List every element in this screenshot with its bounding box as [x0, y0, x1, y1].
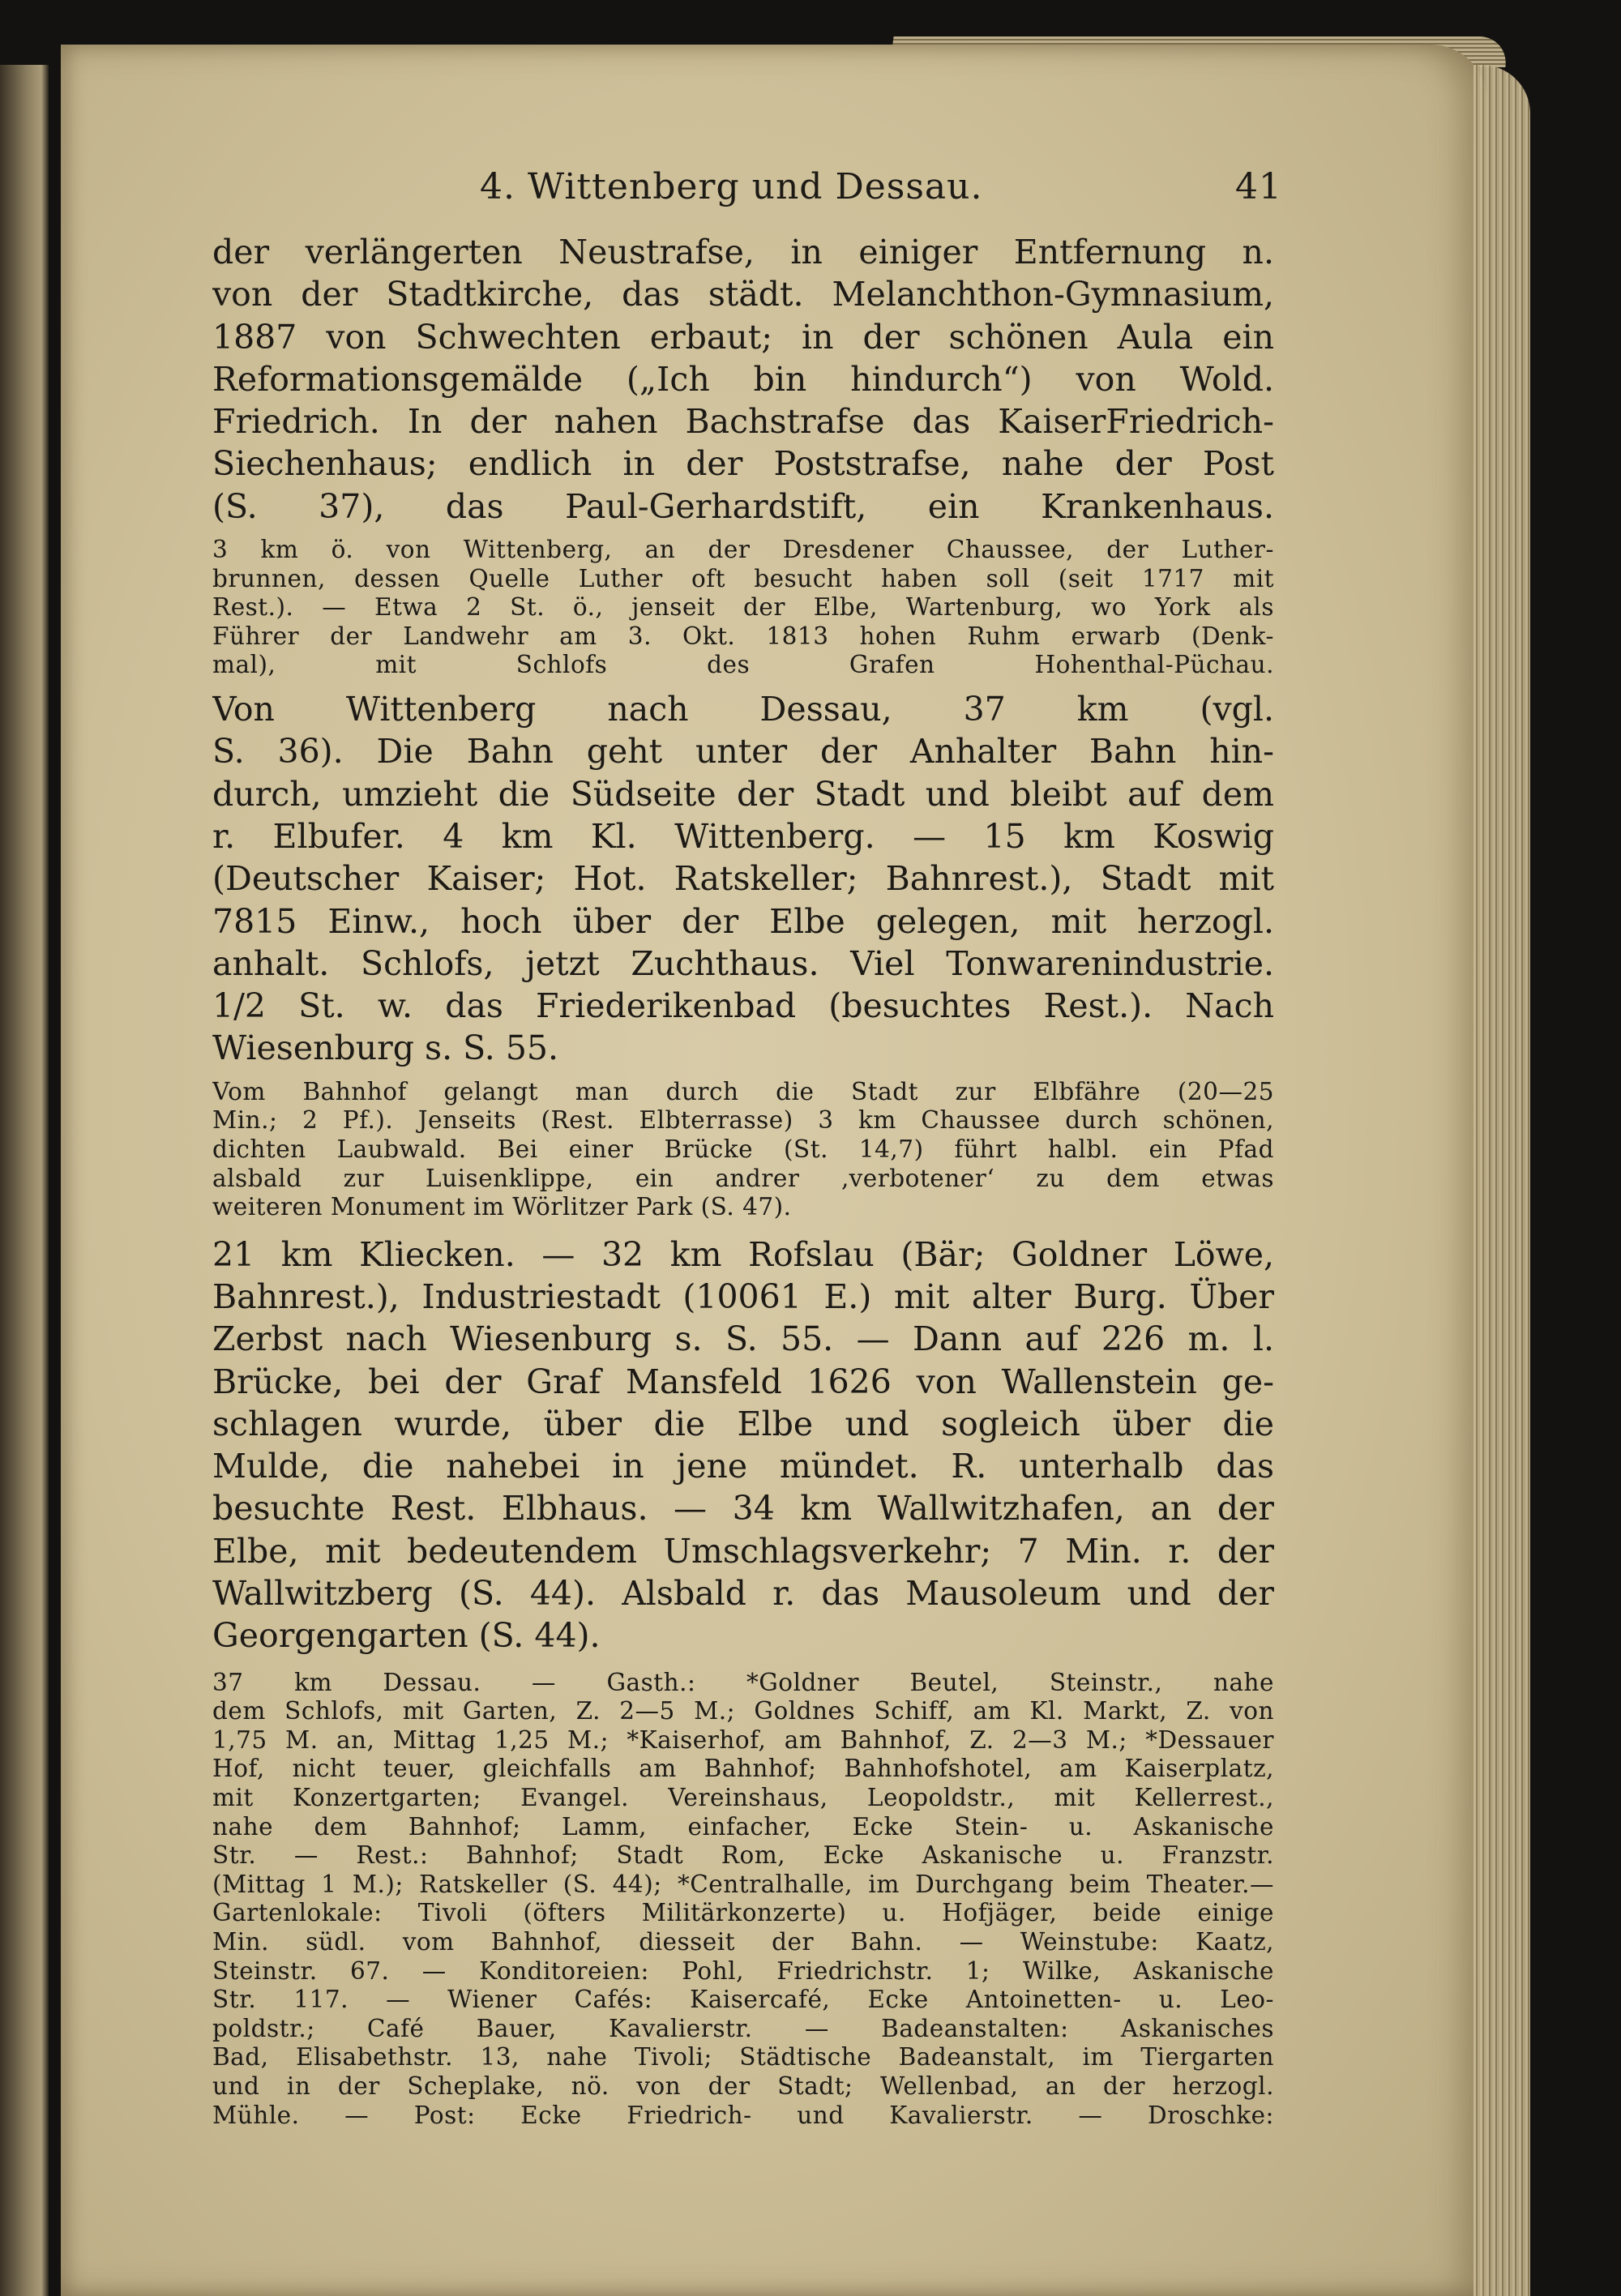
text-line: Min.; 2 Pf.). Jenseits (Rest. Elbterrasse) 3 km Chaussee durch schönen,: [212, 1106, 1274, 1135]
text-line: Bad, Elisabethstr. 13, nahe Tivoli; Städtische Badeanstalt, im Tiergarten: [212, 2043, 1274, 2072]
note-lutherbrunnen: [212, 536, 1274, 680]
paragraph-gymnasium: [212, 231, 1274, 528]
text-line: 37 km Dessau. — Gasth.: *Goldner Beutel, Steinstr., nahe: [212, 1668, 1274, 1696]
text-line: dem Schlofs, mit Garten, Z. 2—5 M.; Goldnes Schiff, am Kl. Markt, Z. von: [212, 1697, 1274, 1725]
text-line: brunnen, dessen Quelle Luther oft besucht haben soll (seit 1717 mit: [212, 564, 1274, 592]
page-stack-right-edge: [1473, 65, 1530, 2296]
text-line: (Mittag 1 M.); Ratskeller (S. 44); *Centralhalle, im Durchgang beim Theater.—: [212, 1870, 1274, 1898]
text-line: und in der Scheplake, nö. von der Stadt; Wellenbad, an der herzogl.: [212, 2072, 1274, 2100]
text-line: Gartenlokale: Tivoli (öfters Militärkonzerte) u. Hofjäger, beide einige: [212, 1899, 1274, 1927]
note-elbfaehre: [212, 1078, 1274, 1222]
text-line: Zerbst nach Wiesenburg s. S. 55. — Dann auf 226 m. l.: [212, 1319, 1274, 1359]
page-number: 41: [1235, 166, 1282, 207]
text-line: Führer der Landwehr am 3. Okt. 1813 hohen Ruhm erwarb (Denk-: [212, 622, 1274, 650]
text-line: 21 km Kliecken. — 32 km Rofslau (Bär; Goldner Löwe,: [212, 1234, 1274, 1274]
text-line: Friedrich. In der nahen Bachstrafse das KaiserFriedrich-: [212, 402, 1274, 442]
text-line: Brücke, bei der Graf Mansfeld 1626 von Wallenstein ge-: [212, 1362, 1274, 1401]
text-line: durch, umzieht die Südseite der Stadt und bleibt auf dem: [212, 774, 1274, 814]
text-line: Steinstr. 67. — Konditoreien: Pohl, Friedrichstr. 1; Wilke, Askanische: [212, 1956, 1274, 1985]
text-line: nahe dem Bahnhof; Lamm, einfacher, Ecke Stein- u. Askanische: [212, 1812, 1274, 1841]
text-line: Min. südl. vom Bahnhof, diesseit der Bahn. — Weinstube: Kaatz,: [212, 1928, 1274, 1956]
text-line: r. Elbufer. 4 km Kl. Wittenberg. — 15 km Koswig: [212, 816, 1274, 856]
text-line: Vom Bahnhof gelangt man durch die Stadt zur Elbfähre (20—25: [212, 1077, 1274, 1105]
text-line: alsbald zur Luisenklippe, ein andrer ‚verbotener‘ zu dem etwas: [212, 1164, 1274, 1192]
text-line: dichten Laubwald. Bei einer Brücke (St. 14,7) führt halbl. ein Pfad: [212, 1135, 1274, 1163]
text-line: 1,75 M. an, Mittag 1,25 M.; *Kaiserhof, am Bahnhof, Z. 2—3 M.; *Dessauer: [212, 1725, 1274, 1754]
text-line: (S. 37), das Paul-Gerhardstift, ein Krankenhaus.: [212, 486, 1274, 526]
text-line: (Deutscher Kaiser; Hot. Ratskeller; Bahnrest.), Stadt mit: [212, 859, 1274, 899]
text-line: von der Stadtkirche, das städt. Melanchthon-Gymnasium,: [212, 275, 1274, 314]
chapter-title: 4. Wittenberg und Dessau.: [480, 166, 983, 207]
running-header: [212, 166, 1282, 231]
text-line: Hof, nicht teuer, gleichfalls am Bahnhof; Bahnhofshotel, am Kaiserplatz,: [212, 1755, 1274, 1783]
paragraph-rosslau: [212, 1234, 1274, 1657]
text-line: Reformationsgemälde („Ich bin hindurch“) von Wold.: [212, 359, 1274, 399]
text-line: anhalt. Schlofs, jetzt Zuchthaus. Viel Tonwarenindustrie.: [212, 943, 1274, 983]
text-line: Rest.). — Etwa 2 St. ö., jenseit der Elbe, Wartenburg, wo York als: [212, 593, 1274, 622]
text-line: besuchte Rest. Elbhaus. — 34 km Wallwitzhafen, an der: [212, 1489, 1274, 1529]
text-line: Siechenhaus; endlich in der Poststrafse, nahe der Post: [212, 444, 1274, 484]
text-line: der verlängerten Neustrafse, in einiger Entfernung n.: [212, 233, 1274, 272]
text-line: Str. 117. — Wiener Cafés: Kaisercafé, Ecke Antoinetten- u. Leo-: [212, 1986, 1274, 2014]
text-line: S. 36). Die Bahn geht unter der Anhalter Bahn hin-: [212, 732, 1274, 772]
text-line: mit Konzertgarten; Evangel. Vereinshaus, Leopoldstr., mit Kellerrest.,: [212, 1784, 1274, 1812]
note-dessau-listings: [212, 1669, 1274, 2131]
text-line: Mulde, die nahebei in jene mündet. R. unterhalb das: [212, 1447, 1274, 1486]
text-line: mal), mit Schlofs des Grafen Hohenthal-Püchau.: [212, 651, 1274, 679]
text-line: Str. — Rest.: Bahnhof; Stadt Rom, Ecke Askanische u. Franzstr.: [212, 1841, 1274, 1870]
text-line: schlagen wurde, über die Elbe und sogleich über die: [212, 1404, 1274, 1443]
page-content: [212, 166, 1282, 2130]
text-line: Wallwitzberg (S. 44). Alsbald r. das Mausoleum und der: [212, 1574, 1274, 1614]
paragraph-route-koswig: [212, 688, 1274, 1070]
text-line: Wiesenburg s. S. 55.: [212, 1028, 559, 1068]
text-line: Von Wittenberg nach Dessau, 37 km (vgl.: [212, 690, 1274, 729]
text-line: 3 km ö. von Wittenberg, an der Dresdener Chaussee, der Luther-: [212, 536, 1274, 564]
text-line: 7815 Einw., hoch über der Elbe gelegen, mit herzogl.: [212, 901, 1274, 941]
text-line: 1887 von Schwechten erbaut; in der schönen Aula ein: [212, 317, 1274, 357]
text-line: Mühle. — Post: Ecke Friedrich- und Kavalierstr. — Droschke:: [212, 2101, 1274, 2129]
text-line: 1/2 St. w. das Friederikenbad (besuchtes Rest.). Nach: [212, 986, 1274, 1026]
text-line: Georgengarten (S. 44).: [212, 1616, 601, 1656]
text-line: Bahnrest.), Industriestadt (10061 E.) mit alter Burg. Über: [212, 1276, 1274, 1316]
text-line: weiteren Monument im Wörlitzer Park (S. 47).: [212, 1193, 792, 1221]
adjacent-page-edge: [0, 65, 49, 2296]
text-line: poldstr.; Café Bauer, Kavalierstr. — Badeanstalten: Askanisches: [212, 2014, 1274, 2042]
text-line: Elbe, mit bedeutendem Umschlagsverkehr; 7 Min. r. der: [212, 1531, 1274, 1571]
